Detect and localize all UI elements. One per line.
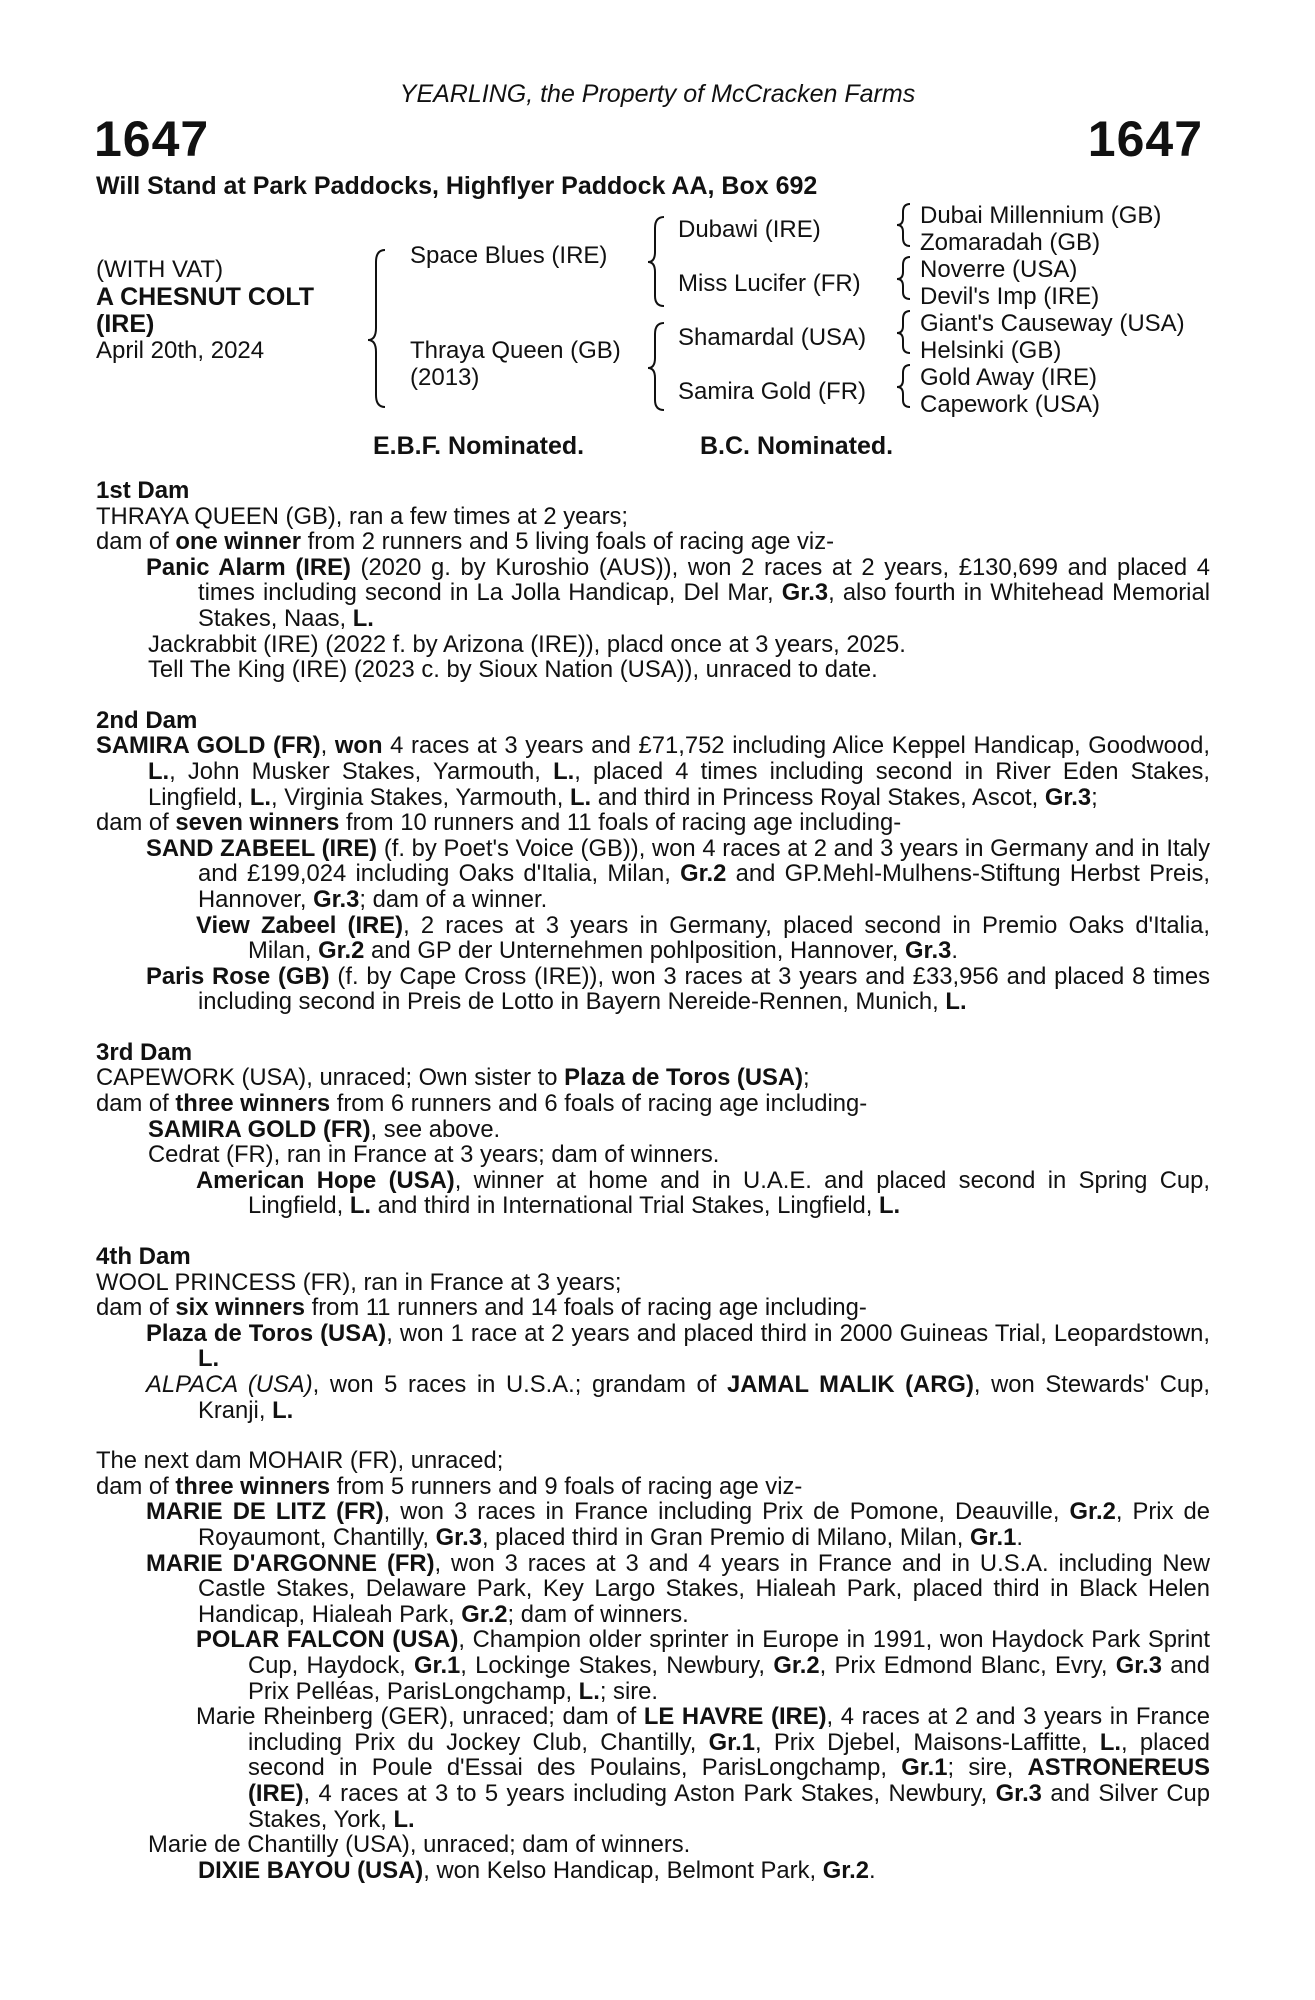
produce-record xyxy=(96,478,1210,1883)
produce-marie-d-argonne: MARIE D'ARGONNE (FR), won 3 races at 3 and 4 years in France and in U.S.A. including New Castle Stakes, Delaware Park, Key Largo Stakes, Hialeah Park, placed third in Black Helen Handicap, Hialeah Park, Gr.2; dam of winners. xyxy=(146,1549,1210,1628)
pedigree-g3-6: Helsinki (GB) xyxy=(920,337,1062,364)
pedigree-braces xyxy=(0,0,1315,460)
produce-panic-alarm: Panic Alarm (IRE) (2020 g. by Kuroshio (AUS)), won 2 races at 2 years, £130,699 and placed 4 times including second in La Jolla Handicap, Del Mar, Gr.3, also fourth in Whitehead Memorial Stakes, Naas, L. xyxy=(146,553,1210,632)
produce-american-hope: American Hope (USA), winner at home and in U.A.E. and placed second in Spring Cup, Lingfield, L. and third in International Trial Stakes, Lingfield, L. xyxy=(196,1166,1210,1220)
lot-number-left: 1647 xyxy=(94,111,210,167)
third-dam-heading: 3rd Dam xyxy=(96,1038,193,1066)
produce-marie-rheinberg: Marie Rheinberg (GER), unraced; dam of LE HAVRE (IRE), 4 races at 2 and 3 years in France including Prix du Jockey Club, Chantilly, Gr.1, Prix Djebel, Maisons-Laffitte, L., placed second in Poule d'Essai des Poulains, ParisLongchamp, Gr.1; sire, ASTRONEREUS (IRE), 4 races at 3 to 5 years including Aston Park Stakes, Newbury, Gr.3 and Silver Cup Stakes, York, L. xyxy=(196,1703,1211,1833)
pedigree-dam-year: (2013) xyxy=(410,364,480,391)
pedigree-sire-sire: Dubawi (IRE) xyxy=(678,216,821,243)
pedigree-g3-1: Dubai Millennium (GB) xyxy=(920,202,1162,229)
second-dam-heading: 2nd Dam xyxy=(96,706,198,734)
next-dam-produce-summary: dam of three winners from 5 runners and 9 foals of racing age viz- xyxy=(96,1472,803,1500)
produce-marie-de-chantilly: Marie de Chantilly (USA), unraced; dam of winners. xyxy=(148,1831,691,1859)
fourth-dam-summary: WOOL PRINCESS (FR), ran in France at 3 years; xyxy=(96,1268,622,1296)
produce-sand-zabeel: SAND ZABEEL (IRE) (f. by Poet's Voice (GB)), won 4 races at 2 and 3 years in Germany and in Italy and £199,024 including Oaks d'Italia, Milan, Gr.2 and GP.Mehl-Mulhens-Stiftung Herbst Preis, Hannover, Gr.3; dam of a winner. xyxy=(146,834,1210,913)
produce-alpaca: ALPACA (USA), won 5 races in U.S.A.; grandam of JAMAL MALIK (ARG), won Stewards' Cup, Kranji, L. xyxy=(146,1371,1211,1424)
produce-jackrabbit: Jackrabbit (IRE) (2022 f. by Arizona (IRE)), placd once at 3 years, 2025. xyxy=(148,630,906,658)
horse-country: (IRE) xyxy=(96,310,155,338)
first-dam-produce-summary: dam of one winner from 2 runners and 5 living foals of racing age viz- xyxy=(96,528,835,556)
produce-polar-falcon: POLAR FALCON (USA), Champion older sprinter in Europe in 1991, won Haydock Park Sprint Cup, Haydock, Gr.1, Lockinge Stakes, Newbury, Gr.2, Prix Edmond Blanc, Evry, Gr.3 and Prix Pelléas, ParisLongchamp, L.; sire. xyxy=(196,1626,1210,1705)
pedigree-g3-4: Devil's Imp (IRE) xyxy=(920,283,1100,310)
produce-plaza-de-toros: Plaza de Toros (USA), won 1 race at 2 years and placed third in 2000 Guineas Trial, Leopardstown, L. xyxy=(146,1319,1210,1373)
bc-nomination: B.C. Nominated. xyxy=(700,432,894,460)
vendor-subtitle: YEARLING, the Property of McCracken Farms xyxy=(399,80,916,108)
pedigree-g3-8: Capework (USA) xyxy=(920,391,1101,418)
produce-cedrat: Cedrat (FR), ran in France at 3 years; dam of winners. xyxy=(148,1141,720,1169)
produce-paris-rose: Paris Rose (GB) (f. by Cape Cross (IRE)), won 3 races at 3 years and £33,956 and placed 8 times including second in Preis de Lotto in Bayern Nereide-Rennen, Munich, L. xyxy=(146,962,1210,1016)
fourth-dam-heading: 4th Dam xyxy=(96,1243,191,1271)
first-dam-heading: 1st Dam xyxy=(96,477,190,504)
pedigree-dam: Thraya Queen (GB) xyxy=(410,337,621,364)
pedigree-dam-dam: Samira Gold (FR) xyxy=(678,378,867,405)
pedigree-sire-dam: Miss Lucifer (FR) xyxy=(678,270,861,297)
produce-samira-gold: SAMIRA GOLD (FR), see above. xyxy=(148,1115,501,1143)
next-dam-summary: The next dam MOHAIR (FR), unraced; xyxy=(96,1447,504,1475)
pedigree-g3-7: Gold Away (IRE) xyxy=(920,364,1097,391)
third-dam-summary: CAPEWORK (USA), unraced; Own sister to Plaza de Toros (USA); xyxy=(96,1064,810,1092)
pedigree-g3-5: Giant's Causeway (USA) xyxy=(920,310,1185,337)
foaling-date: April 20th, 2024 xyxy=(96,337,265,364)
vat-note: (WITH VAT) xyxy=(96,256,224,283)
horse-description: A CHESNUT COLT xyxy=(96,283,315,311)
fourth-dam-produce-summary: dam of six winners from 11 runners and 14 foals of racing age including- xyxy=(96,1294,867,1322)
produce-marie-de-litz: MARIE DE LITZ (FR), won 3 races in France including Prix de Pomone, Deauville, Gr.2, Prix de Royaumont, Chantilly, Gr.3, placed third in Gran Premio di Milano, Milan, Gr.1. xyxy=(146,1498,1210,1551)
pedigree-g3-3: Noverre (USA) xyxy=(920,256,1078,283)
second-dam-record: SAMIRA GOLD (FR), won 4 races at 3 years and £71,752 including Alice Keppel Handicap, Goodwood, L., John Musker Stakes, Yarmouth, L., placed 4 times including second in River Eden Stakes, Lingfield, L., Virginia Stakes, Yarmouth, L. and third in Princess Royal Stakes, Ascot, Gr.3; xyxy=(96,732,1211,811)
pedigree-g3-2: Zomaradah (GB) xyxy=(920,229,1101,256)
first-dam-summary: THRAYA QUEEN (GB), ran a few times at 2 years; xyxy=(96,502,629,530)
pedigree-dam-sire: Shamardal (USA) xyxy=(678,324,867,351)
third-dam-produce-summary: dam of three winners from 6 runners and 6 foals of racing age including- xyxy=(96,1090,868,1118)
lot-number-right: 1647 xyxy=(1087,111,1203,167)
pedigree-sire: Space Blues (IRE) xyxy=(410,242,608,269)
ebf-nomination: E.B.F. Nominated. xyxy=(373,432,585,460)
produce-view-zabeel: View Zabeel (IRE), 2 races at 3 years in Germany, placed second in Premio Oaks d'Italia, Milan, Gr.2 and GP der Unternehmen pohlposition, Hannover, Gr.3. xyxy=(196,911,1210,965)
produce-dixie-bayou: DIXIE BAYOU (USA), won Kelso Handicap, Belmont Park, Gr.2. xyxy=(198,1856,876,1884)
produce-tell-the-king: Tell The King (IRE) (2023 c. by Sioux Nation (USA)), unraced to date. xyxy=(148,656,878,684)
stabling-info: Will Stand at Park Paddocks, Highflyer Paddock AA, Box 692 xyxy=(96,172,818,200)
second-dam-produce-summary: dam of seven winners from 10 runners and 11 foals of racing age including- xyxy=(96,809,902,837)
